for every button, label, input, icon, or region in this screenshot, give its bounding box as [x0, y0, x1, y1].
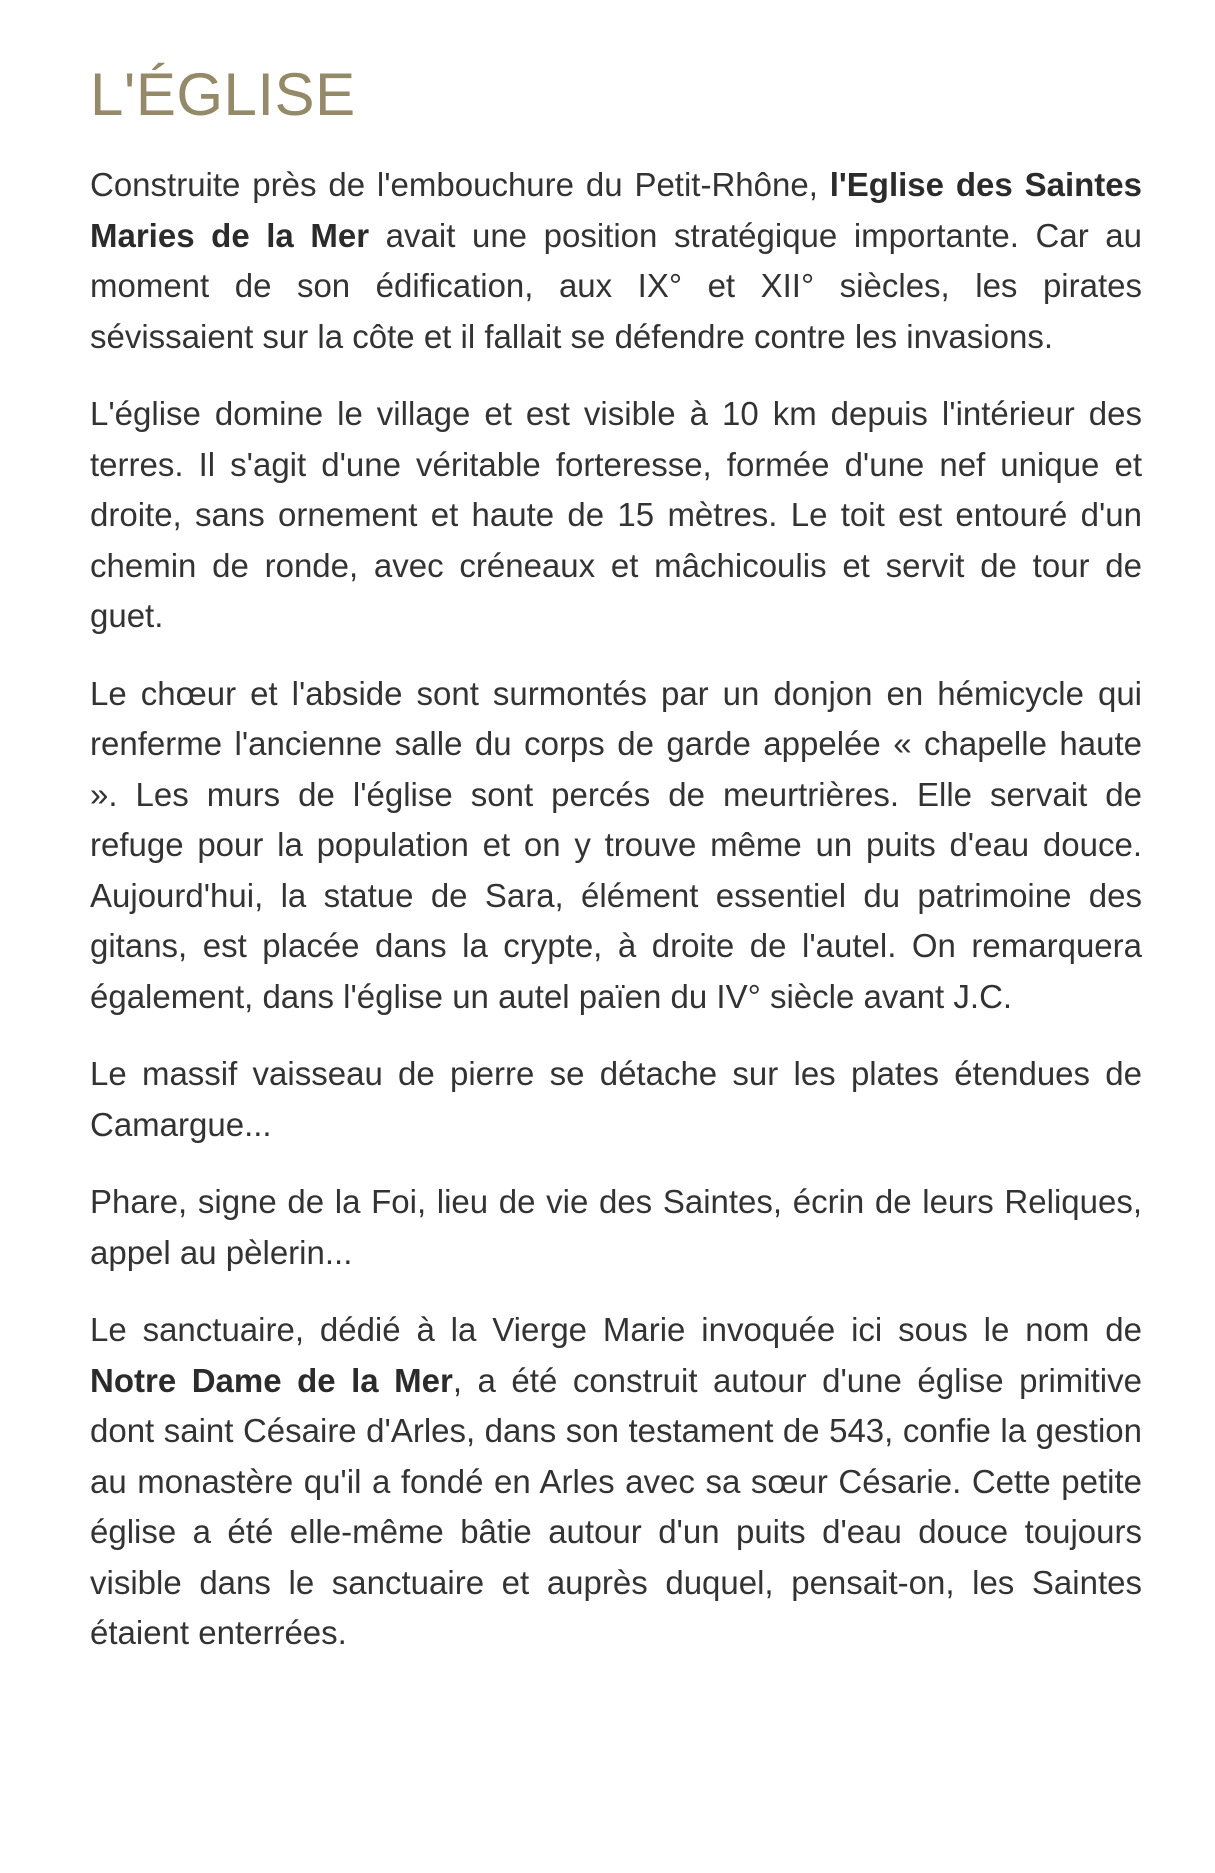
paragraph-stone-vessel: Le massif vaisseau de pierre se détache sur les plates étendues de Camargue... — [90, 1055, 1142, 1143]
paragraph-fortress: L'église domine le village et est visible à 10 km depuis l'intérieur des terres. Il s'agit d'une véritable forteresse, formée d'une nef unique et droite, sans ornement et haute de 15 mètres. Le toit est entouré d'un chemin de ronde, avec créneaux et mâchicoulis et servit de tour de guet. — [90, 395, 1142, 634]
paragraph-text: Construite près de l'embouchure du Petit-Rhône, — [90, 166, 830, 203]
paragraph-construction — [90, 160, 1142, 362]
page-title: L'ÉGLISE — [90, 61, 356, 128]
paragraph-text: avait une position stratégique importante. Car au moment de son édification, aux IX° et XII° siècles, les pirates sévissaient sur la côte et il fallait se défendre contre les invasions. — [90, 216, 1142, 355]
paragraph-choir: Le chœur et l'abside sont surmontés par un donjon en hémicycle qui renferme l'ancienne salle du corps de garde appelée « chapelle haute ». Les murs de l'église sont percés de meurtrières. Elle servait de refuge pour la population et on y trouve même un puits d'eau douce. Aujourd'hui, la statue de Sara, élément essentiel du patrimoine des gitans, est placée dans la crypte, à droite de l'autel. On remarquera également, dans l'église un autel païen du IV° siècle avant J.C. — [90, 674, 1142, 1015]
paragraph-sanctuary — [90, 1305, 1142, 1659]
notre-dame-name: Notre Dame de la Mer — [90, 1361, 453, 1399]
article — [90, 60, 1142, 1659]
paragraph-text: , a été construit autour d'une église primitive dont saint Césaire d'Arles, dans son testament de 543, confie la gestion au monastère qu'il a fondé en Arles avec sa sœur Césarie. Cette petite église a été elle-même bâtie autour d'un puits d'eau douce toujours visible dans le sanctuaire et auprès duquel, pensait-on, les Saintes étaient enterrées. — [90, 1361, 1142, 1651]
paragraph-lighthouse: Phare, signe de la Foi, lieu de vie des Saintes, écrin de leurs Reliques, appel au pèlerin... — [90, 1183, 1142, 1271]
church-name: l'Eglise des Saintes Maries de la Mer — [90, 166, 1142, 254]
paragraph-text: Le sanctuaire, dédié à la Vierge Marie invoquée ici sous le nom de — [90, 1311, 1142, 1348]
